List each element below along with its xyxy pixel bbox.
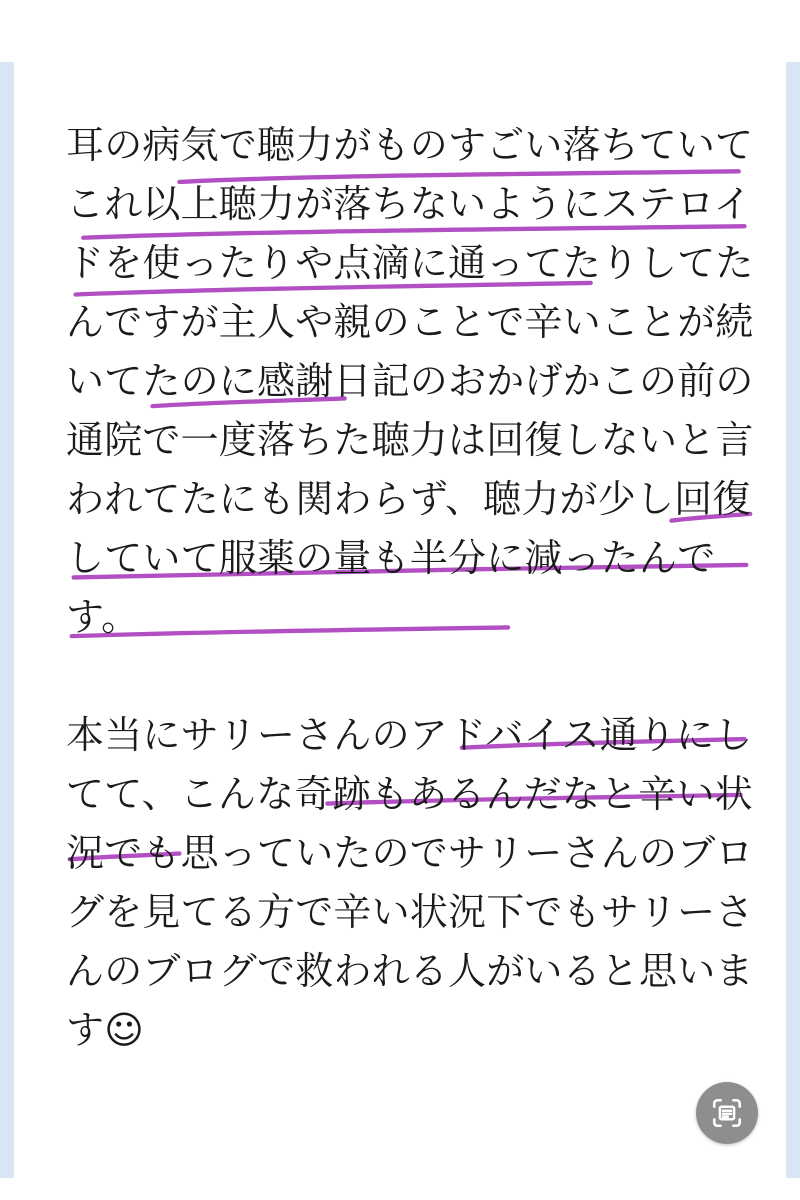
article-body bbox=[66, 78, 756, 1098]
paragraph-2: 本当にサリーさんのアドバイス通りにしてて、こんな奇跡もあるんだなと辛い状況でも思っていたのでサリーさんのブログを見てる方で辛い状況下でもサリーさんのブログで救われる人がいると思います☺ bbox=[66, 713, 754, 1052]
document-scan-icon[interactable] bbox=[696, 1082, 758, 1144]
document-page bbox=[14, 0, 786, 1200]
document-scan-glyph bbox=[710, 1096, 744, 1130]
right-edge-rail bbox=[786, 0, 800, 1200]
bottom-white-band bbox=[0, 1178, 800, 1200]
paragraph-1: 耳の病気で聴力がものすごい落ちていてこれ以上聴力が落ちないようにステロイドを使ったりや点滴に通ってたりしてたんですが主人や親のことで辛いことが続いてたのに感謝日記のおかげかこの前の通院で一度落ちた聴力は回復しないと言われてたにも関わらず、聴力が少し回復していて服薬の量も半分に減ったんです。 bbox=[66, 123, 754, 639]
top-white-band bbox=[0, 0, 800, 62]
left-edge-rail bbox=[0, 0, 14, 1200]
